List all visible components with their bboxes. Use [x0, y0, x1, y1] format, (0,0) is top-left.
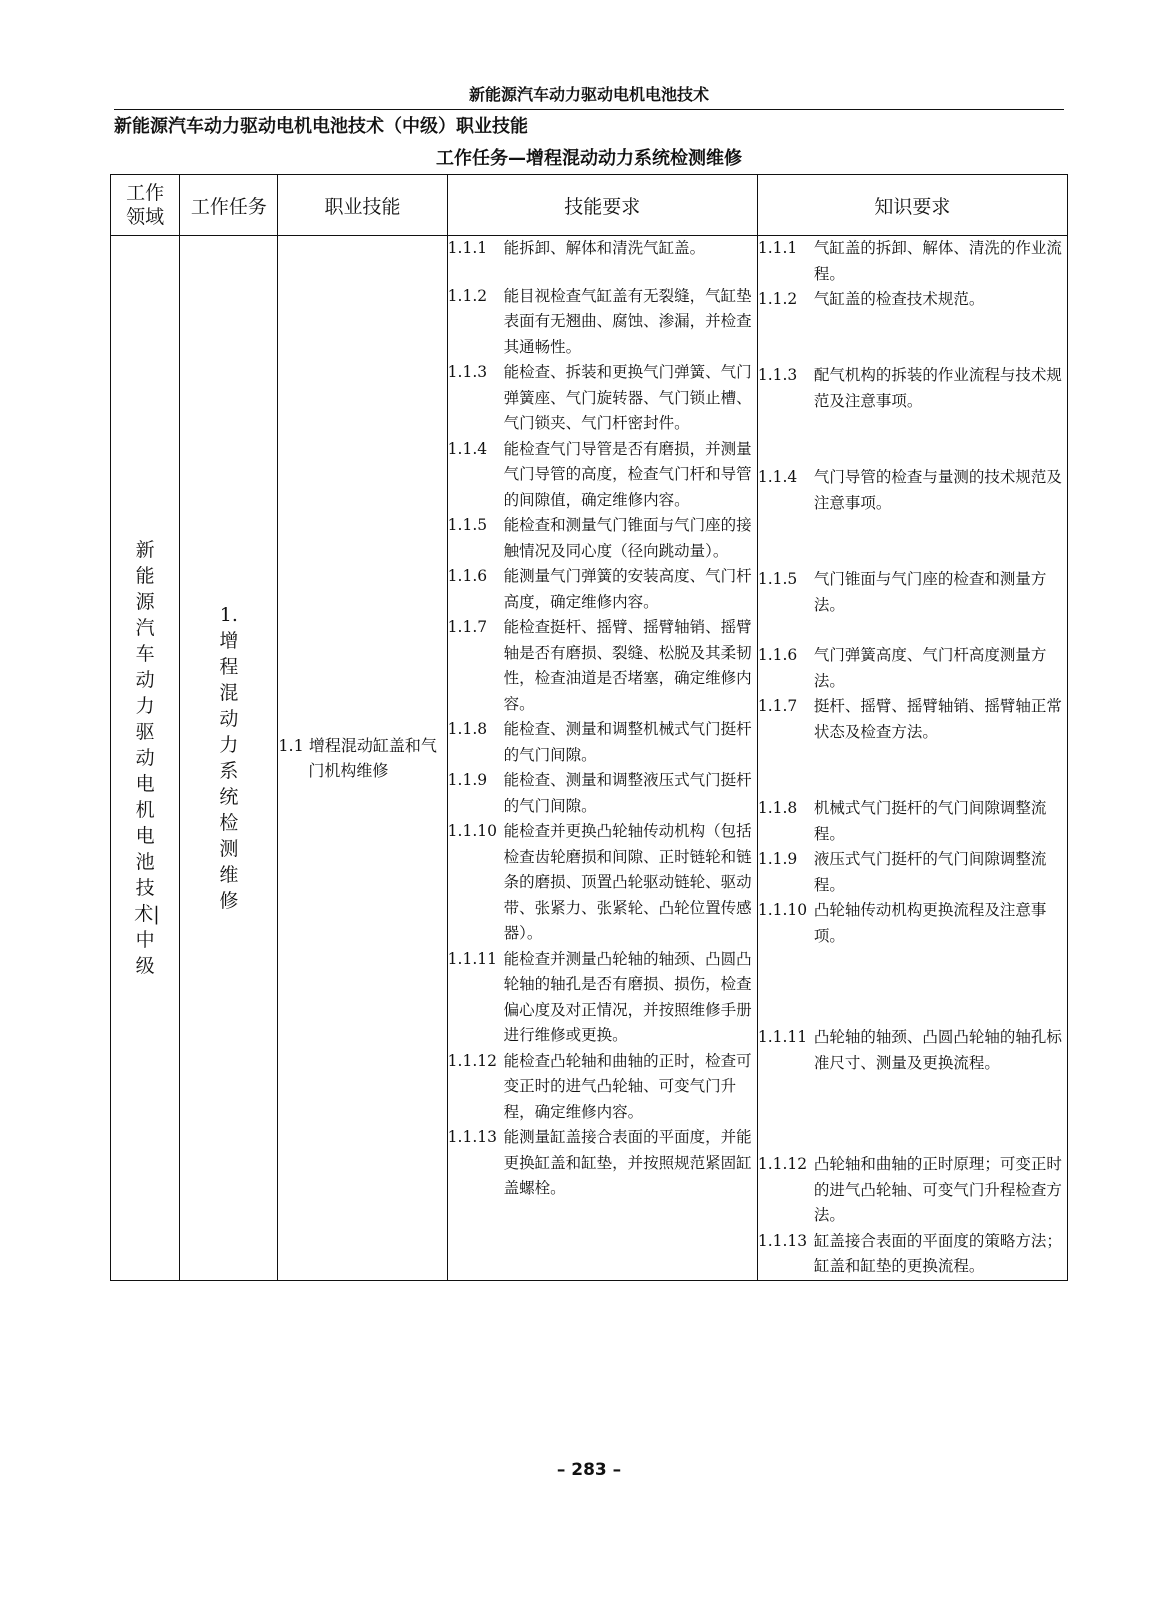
header-professional-skill: 职业技能 [278, 175, 447, 236]
work-task-cell [180, 236, 278, 1281]
skill-requirement-item [448, 437, 757, 514]
skill-requirement-number: 1.1.4 [447, 439, 488, 458]
skill-requirement-text: 能检查、测量和调整机械式气门挺杆的气门间隙。 [503, 720, 752, 764]
professional-skill-text: 1.1 增程混动缸盖和气门机构维修 [278, 735, 437, 780]
skill-requirement-number: 1.1.1 [447, 239, 488, 257]
skill-requirement-text: 能目视检查气缸盖有无裂缝，气缸垫表面有无翘曲、腐蚀、渗漏，并检查其通畅性。 [503, 286, 752, 356]
skill-requirement-number: 1.1.13 [447, 1128, 497, 1146]
skill-requirement-text: 能检查并测量凸轮轴的轴颈、凸圆凸轮轴的轴孔是否有磨损、损伤，检查偏心度及对正情况，并按照维修手册进行维修或更换。 [503, 949, 752, 1044]
skill-requirement-item [448, 1049, 757, 1126]
skill-requirement-item [448, 1125, 757, 1202]
knowledge-requirements-cell [757, 236, 1067, 1281]
header-knowledge-requirements: 知识要求 [757, 175, 1067, 236]
skill-requirement-number: 1.1.9 [447, 771, 488, 789]
table-row [111, 236, 1068, 1281]
skill-requirement-item [448, 819, 757, 947]
skill-requirement-number: 1.1.8 [447, 720, 488, 738]
knowledge-requirement-text: 凸轮轴传动机构更换流程及注意事项。 [813, 901, 1047, 945]
work-task-text: 增程混动力系统检测维修 [219, 629, 239, 912]
skill-requirement-item [448, 768, 757, 819]
document-title: 新能源汽车动力驱动电机电池技术（中级）职业技能 [114, 116, 528, 137]
knowledge-requirement-number: 1.1.12 [757, 1155, 808, 1173]
header-rule [114, 109, 1064, 110]
knowledge-requirement-text: 凸轮轴和曲轴的正时原理；可变正时的进气凸轮轴、可变气门升程检查方法。 [813, 1155, 1062, 1224]
work-domain-text: 新能源汽车动力驱动电机电池技术|中级 [134, 538, 160, 977]
knowledge-requirement-text: 凸轮轴的轴颈、凸圆凸轮轴的轴孔标准尺寸、测量及更换流程。 [813, 1028, 1062, 1072]
skill-requirement-text: 能检查并更换凸轮轴传动机构（包括检查齿轮磨损和间隙、正时链轮和链条的磨损、顶置凸轮驱动链轮、驱动带、张紧力、张紧轮、凸轮位置传感器）。 [503, 822, 752, 942]
knowledge-requirement-text: 配气机构的拆装的作业流程与技术规范及注意事项。 [813, 366, 1062, 410]
knowledge-requirement-number: 1.1.11 [757, 1028, 808, 1046]
skill-requirement-text: 能测量气门弹簧的安装高度、气门杆高度，确定维修内容。 [503, 567, 752, 611]
skill-requirement-number: 1.1.6 [447, 567, 488, 585]
skill-requirement-number: 1.1.11 [447, 949, 497, 968]
knowledge-requirement-number: 1.1.8 [757, 799, 798, 817]
knowledge-requirement-text: 气缸盖的拆卸、解体、清洗的作业流程。 [813, 239, 1062, 283]
skill-requirements-cell [447, 236, 757, 1281]
knowledge-requirement-item [758, 898, 1067, 1025]
skill-requirement-item [448, 947, 757, 1049]
skill-requirement-text: 能拆卸、解体和清洗气缸盖。 [503, 239, 706, 257]
knowledge-requirement-number: 1.1.1 [757, 239, 798, 257]
skill-requirement-text: 能检查、拆装和更换气门弹簧、气门弹簧座、气门旋转器、气门锁止槽、气门锁夹、气门杆密封件。 [503, 363, 752, 432]
knowledge-requirement-number: 1.1.10 [757, 901, 808, 919]
knowledge-requirement-item [758, 567, 1067, 643]
skill-requirement-text: 能检查挺杆、摇臂、摇臂轴销、摇臂轴是否有磨损、裂缝、松脱及其柔韧性，检查油道是否堵塞，确定维修内容。 [503, 618, 752, 713]
skill-requirement-number: 1.1.10 [447, 822, 497, 840]
running-head: 新能源汽车动力驱动电机电池技术 [468, 85, 709, 104]
knowledge-requirement-item [758, 796, 1067, 847]
work-task-number: 1. [219, 603, 238, 626]
document-subtitle: 工作任务—增程混动动力系统检测维修 [436, 148, 742, 169]
knowledge-requirement-text: 液压式气门挺杆的气门间隙调整流程。 [813, 850, 1047, 894]
knowledge-requirement-number: 1.1.7 [757, 697, 798, 715]
skills-table [110, 174, 1068, 1281]
header-work-domain-line1: 工作 [126, 182, 165, 204]
knowledge-requirement-number: 1.1.9 [757, 850, 798, 868]
header-skill-requirements: 技能要求 [447, 175, 757, 236]
page-number: – 283 – [556, 1460, 622, 1480]
table-header-row [111, 175, 1068, 236]
knowledge-requirement-item [758, 643, 1067, 694]
skill-requirement-item [448, 717, 757, 768]
professional-skill-cell [278, 236, 447, 1281]
work-domain-cell [111, 236, 180, 1281]
header-work-domain-line2: 领域 [126, 206, 165, 228]
knowledge-requirement-text: 气门锥面与气门座的检查和测量方法。 [813, 570, 1047, 614]
knowledge-requirement-number: 1.1.5 [757, 570, 798, 588]
knowledge-requirement-item [758, 465, 1067, 567]
knowledge-requirement-item [758, 1229, 1067, 1280]
skill-requirement-number: 1.1.12 [447, 1051, 497, 1070]
header-work-domain [111, 175, 180, 236]
skill-requirement-item [448, 236, 757, 262]
skill-requirement-item [448, 360, 757, 437]
skill-requirement-number: 1.1.2 [447, 286, 488, 305]
knowledge-requirement-text: 机械式气门挺杆的气门间隙调整流程。 [813, 799, 1047, 843]
knowledge-requirement-number: 1.1.6 [757, 646, 798, 664]
knowledge-requirement-item [758, 1025, 1067, 1152]
skill-requirement-item [448, 513, 757, 564]
skill-requirement-number: 1.1.3 [447, 363, 488, 381]
knowledge-requirement-number: 1.1.3 [757, 366, 798, 384]
knowledge-requirement-item [758, 1152, 1067, 1229]
skill-requirement-item [448, 564, 757, 615]
knowledge-requirement-text: 气缸盖的检查技术规范。 [813, 290, 985, 308]
skill-requirement-text: 能检查、测量和调整液压式气门挺杆的气门间隙。 [503, 771, 752, 815]
skill-requirement-text: 能检查和测量气门锥面与气门座的接触情况及同心度（径向跳动量）。 [503, 516, 752, 560]
knowledge-requirement-text: 气门导管的检查与量测的技术规范及注意事项。 [813, 468, 1062, 512]
skill-requirement-number: 1.1.7 [447, 618, 488, 636]
knowledge-requirement-text: 挺杆、摇臂、摇臂轴销、摇臂轴正常状态及检查方法。 [813, 697, 1062, 741]
knowledge-requirement-item [758, 847, 1067, 898]
knowledge-requirement-text: 缸盖接合表面的平面度的策略方法；缸盖和缸垫的更换流程。 [813, 1231, 1062, 1275]
knowledge-requirement-item [758, 236, 1067, 287]
knowledge-requirement-text: 气门弹簧高度、气门杆高度测量方法。 [813, 646, 1047, 690]
knowledge-requirement-number: 1.1.4 [757, 468, 798, 486]
knowledge-requirement-item [758, 363, 1067, 465]
knowledge-requirement-number: 1.1.2 [757, 290, 798, 308]
skill-requirement-text: 能检查凸轮轴和曲轴的正时，检查可变正时的进气凸轮轴、可变气门升程，确定维修内容。 [503, 1051, 752, 1121]
skill-requirement-item [448, 284, 757, 361]
knowledge-requirement-number: 1.1.13 [757, 1231, 808, 1250]
skill-requirement-number: 1.1.5 [447, 516, 488, 534]
skill-requirement-text: 能检查气门导管是否有磨损，并测量气门导管的高度，检查气门杆和导管的间隙值，确定维修内容。 [503, 439, 752, 509]
skill-requirement-text: 能测量缸盖接合表面的平面度，并能更换缸盖和缸垫，并按照规范紧固缸盖螺栓。 [503, 1128, 752, 1197]
header-work-task: 工作任务 [180, 175, 278, 236]
knowledge-requirement-item [758, 694, 1067, 796]
knowledge-requirement-item [758, 287, 1067, 363]
skill-requirement-item [448, 615, 757, 717]
